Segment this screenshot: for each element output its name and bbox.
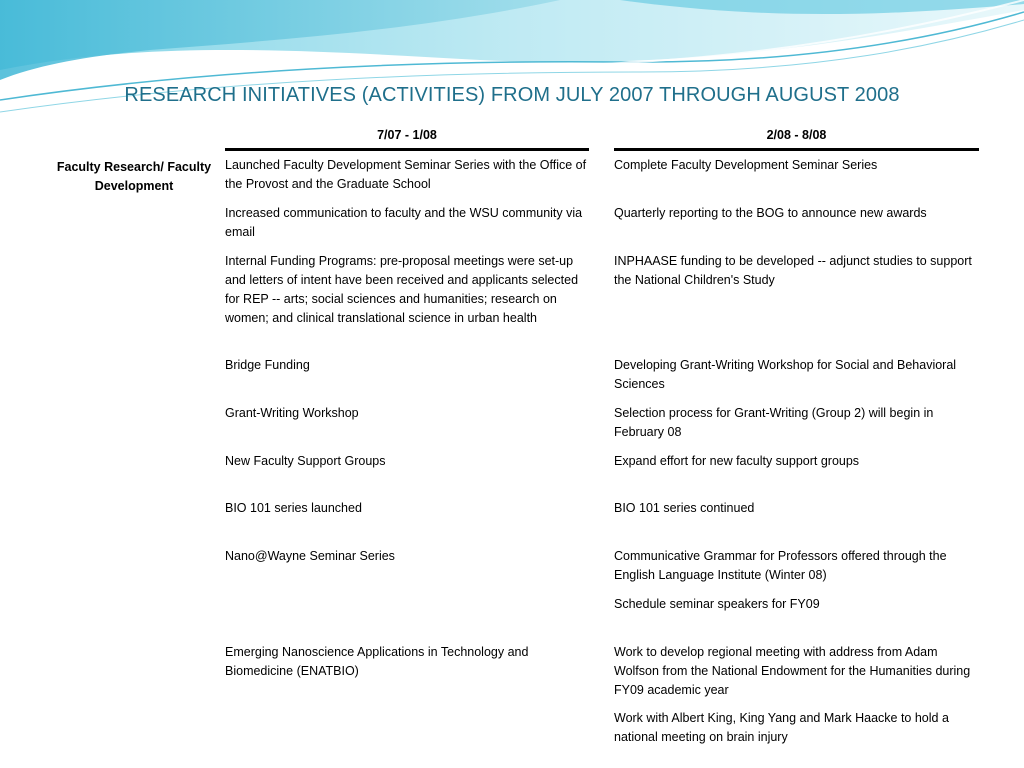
table-cell: Schedule seminar speakers for FY09 [614, 597, 820, 611]
slide-title: RESEARCH INITIATIVES (ACTIVITIES) FROM JULY 2007 THROUGH AUGUST 2008 [124, 84, 900, 106]
table-cell: Emerging Nanoscience Applications in Technology and Biomedicine (ENATBIO) [225, 645, 529, 678]
column-header-jul07-jan08: 7/07 - 1/08 [225, 128, 589, 151]
table-cell: New Faculty Support Groups [225, 454, 386, 468]
table-cell: Launched Faculty Development Seminar Series with the Office of the Provost and the Graduate School [225, 158, 587, 191]
column-header-feb08-aug08: 2/08 - 8/08 [614, 128, 979, 151]
table-cell: Expand effort for new faculty support groups [614, 454, 860, 468]
table-cell: Work to develop regional meeting with address from Adam Wolfson from the National Endowment for the Humanities during FY09 academic year [614, 645, 971, 697]
table-cell: Quarterly reporting to the BOG to announce new awards [614, 206, 927, 220]
table-cell: BIO 101 series launched [225, 501, 362, 515]
table-cell: Selection process for Grant-Writing (Group 2) will begin in February 08 [614, 406, 934, 439]
row-label-faculty-research: Faculty Research/ Faculty Development [56, 160, 212, 193]
table-cell: Complete Faculty Development Seminar Series [614, 158, 878, 172]
table-cell: Work with Albert King, King Yang and Mark Haacke to hold a national meeting on brain injury [614, 711, 949, 744]
table-cell: Nano@Wayne Seminar Series [225, 549, 395, 563]
table-cell: Grant-Writing Workshop [225, 406, 359, 420]
table-cell: BIO 101 series continued [614, 501, 755, 515]
table-cell: Communicative Grammar for Professors offered through the English Language Institute (Winter 08) [614, 549, 947, 582]
table-cell: Developing Grant-Writing Workshop for Social and Behavioral Sciences [614, 358, 957, 391]
table-cell: INPHAASE funding to be developed -- adjunct studies to support the National Children's Study [614, 254, 972, 287]
table-cell: Bridge Funding [225, 358, 310, 372]
table-cell: Internal Funding Programs: pre-proposal meetings were set-up and letters of intent have been received and applicants selected for REP -- arts; social sciences and humanities; research on women; and clinical translational science in urban health [225, 254, 579, 325]
table-cell: Increased communication to faculty and the WSU community via email [225, 206, 583, 239]
